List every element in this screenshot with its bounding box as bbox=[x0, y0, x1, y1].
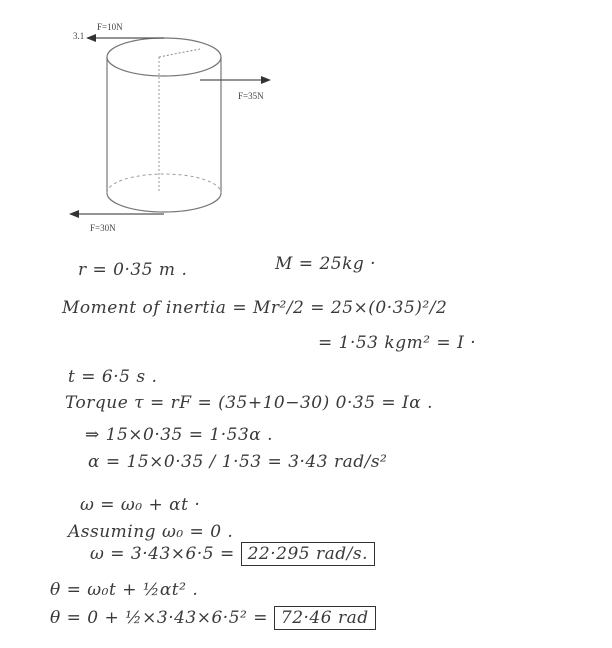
mass-line-text: M = 25kg · bbox=[275, 254, 377, 274]
angle-formula: θ = ω₀t + ½αt² . bbox=[50, 580, 199, 600]
force-bottom-label: F=30N bbox=[90, 223, 116, 233]
angular-velocity-calc bbox=[90, 544, 375, 564]
force-top-arrowhead bbox=[86, 34, 96, 42]
label-3-1: 3.1 bbox=[73, 31, 85, 41]
force-bottom-arrowhead bbox=[69, 210, 79, 218]
angle-expression: θ = 0 + ½×3·43×6·5² = bbox=[50, 608, 268, 628]
moment-value-line: = 1·53 kgm² = I · bbox=[318, 333, 477, 353]
force-right-label: F=35N bbox=[238, 91, 264, 101]
assumption-line: Assuming ω₀ = 0 . bbox=[68, 522, 234, 542]
cylinder-bottom-front bbox=[107, 193, 221, 212]
angular-velocity-formula: ω = ω₀ + αt · bbox=[80, 495, 201, 515]
angular-velocity-answer-box: 22·295 rad/s. bbox=[241, 542, 375, 566]
time-line: t = 6·5 s . bbox=[68, 367, 158, 387]
angular-velocity-expression: ω = 3·43×6·5 = bbox=[90, 544, 235, 564]
angle-calc bbox=[50, 608, 376, 628]
torque-line: Torque τ = rF = (35+10−30) 0·35 = Iα . bbox=[65, 393, 434, 413]
angle-answer-box: 72·46 rad bbox=[274, 606, 376, 630]
radius-line bbox=[159, 49, 200, 57]
cylinder-top-ellipse bbox=[107, 38, 221, 76]
force-right-arrowhead bbox=[261, 76, 271, 84]
radius-line-text: r = 0·35 m . bbox=[78, 260, 188, 280]
moment-of-inertia-line: Moment of inertia = Mr²/2 = 25×(0·35)²/2 bbox=[62, 298, 448, 318]
torque-substitution-line: ⇒ 15×0·35 = 1·53α . bbox=[85, 425, 274, 445]
cylinder-bottom-back bbox=[107, 174, 221, 193]
force-top-label: F=10N bbox=[97, 22, 123, 32]
angular-acceleration-line: α = 15×0·35 / 1·53 = 3·43 rad/s² bbox=[88, 452, 388, 472]
